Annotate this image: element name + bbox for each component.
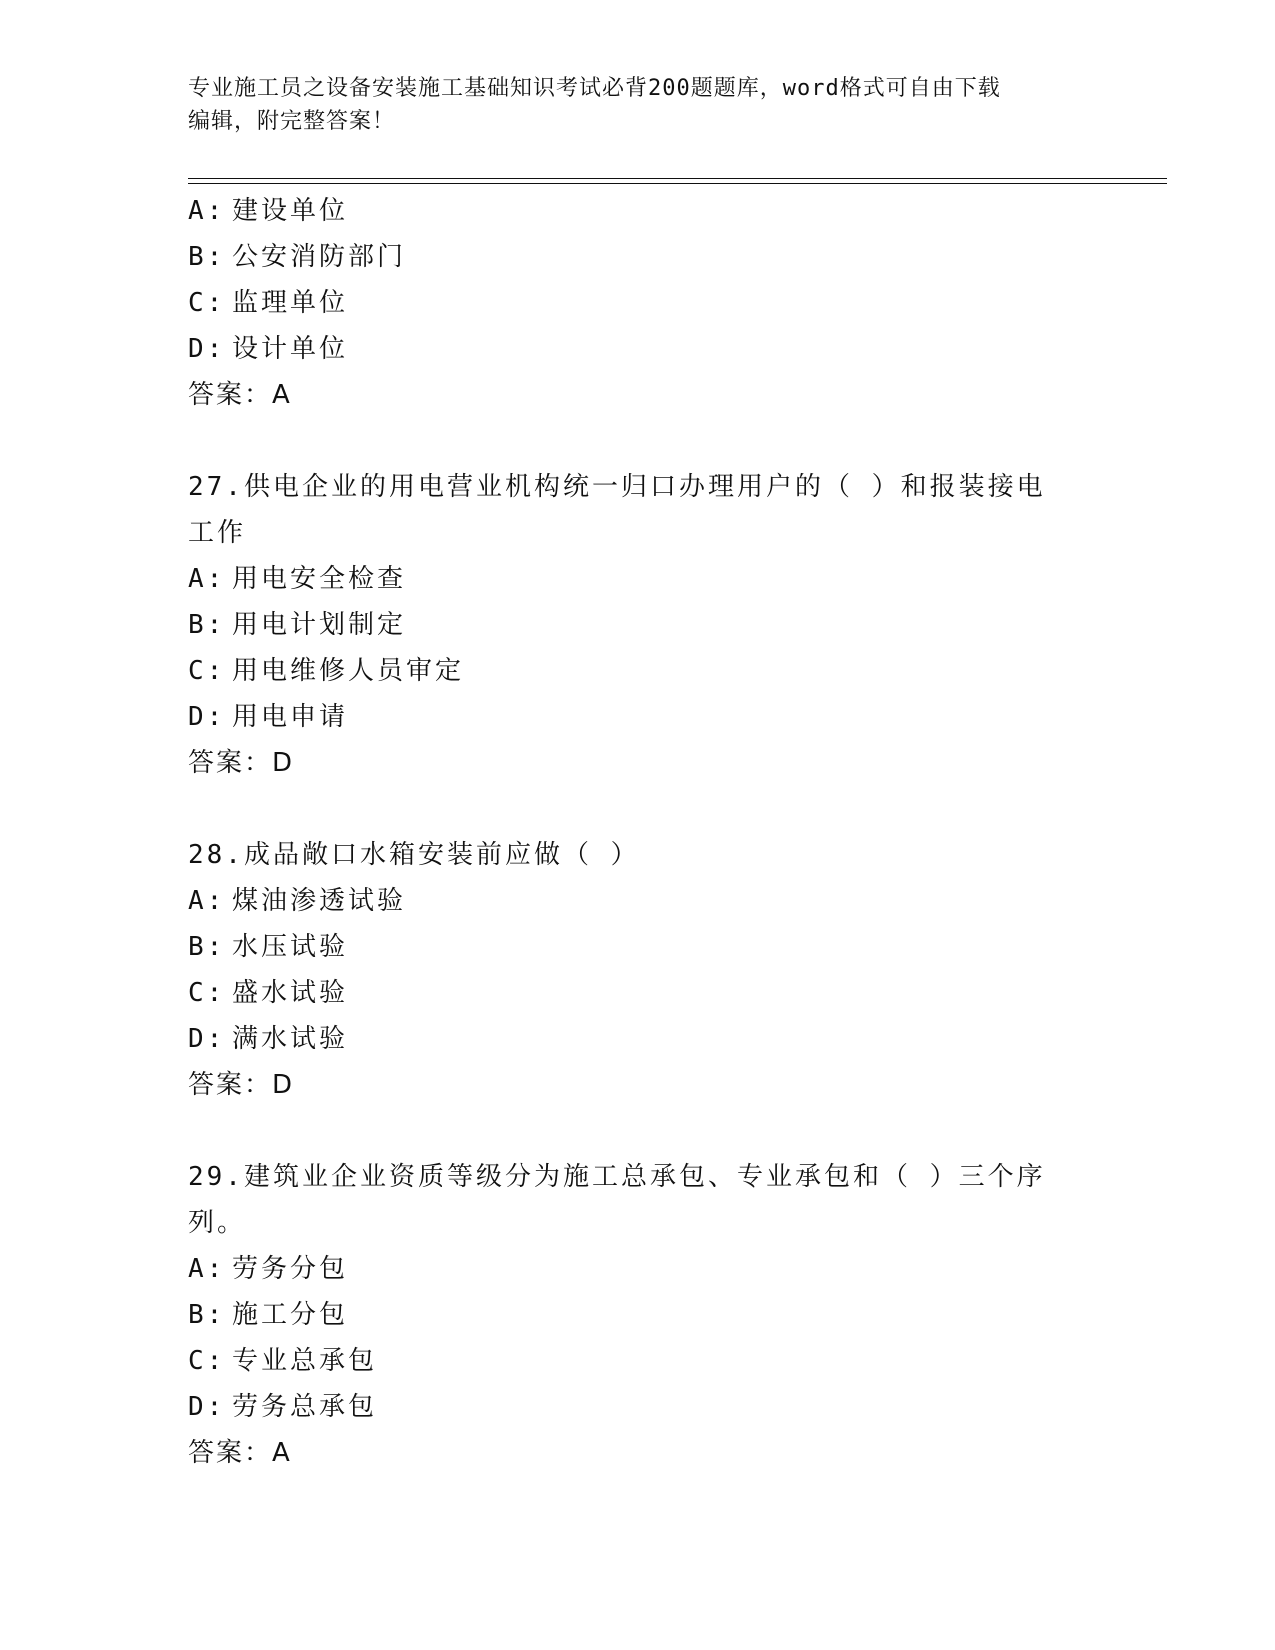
answer-value: A	[272, 380, 292, 410]
option-key: C:	[188, 656, 226, 686]
question-spacer	[188, 786, 1088, 832]
option-text: 水压试验	[232, 932, 349, 962]
question-stem: 28.成品敞口水箱安装前应做（ ）	[188, 840, 640, 870]
answer-value: D	[272, 748, 295, 778]
option-text: 用电安全检查	[232, 564, 407, 594]
option-text: 公安消防部门	[232, 242, 407, 272]
option-text: 用电维修人员审定	[232, 656, 465, 686]
header-rule-top	[188, 178, 1167, 179]
option-a	[188, 1246, 1088, 1292]
document-header	[188, 72, 1068, 138]
answer-line	[188, 1062, 1088, 1108]
question-stem: 29.建筑业企业资质等级分为施工总承包、专业承包和（ ）三个序列。	[188, 1162, 1046, 1238]
question-block	[188, 464, 1088, 786]
option-c	[188, 648, 1088, 694]
option-key: C:	[188, 1346, 226, 1376]
option-key: D:	[188, 1024, 226, 1054]
option-key: C:	[188, 288, 226, 318]
header-rule-bottom	[188, 183, 1167, 184]
option-key: B:	[188, 932, 226, 962]
question-block	[188, 832, 1088, 1108]
answer-line	[188, 372, 1088, 418]
option-key: C:	[188, 978, 226, 1008]
option-a	[188, 556, 1088, 602]
option-key: A:	[188, 886, 226, 916]
option-d	[188, 694, 1088, 740]
option-text: 用电计划制定	[232, 610, 407, 640]
option-d	[188, 326, 1088, 372]
option-text: 建设单位	[232, 196, 349, 226]
option-text: 盛水试验	[232, 978, 349, 1008]
option-key: B:	[188, 1300, 226, 1330]
option-key: D:	[188, 334, 226, 364]
option-text: 劳务分包	[232, 1254, 349, 1284]
option-c	[188, 280, 1088, 326]
option-key: D:	[188, 1392, 226, 1422]
option-text: 施工分包	[232, 1300, 349, 1330]
option-text: 煤油渗透试验	[232, 886, 407, 916]
option-d	[188, 1016, 1088, 1062]
question-list	[188, 188, 1088, 1476]
option-b	[188, 924, 1088, 970]
option-key: A:	[188, 564, 226, 594]
option-d	[188, 1384, 1088, 1430]
option-b	[188, 602, 1088, 648]
answer-label: 答案：	[188, 1070, 273, 1100]
option-c	[188, 1338, 1088, 1384]
question-spacer	[188, 418, 1088, 464]
option-b	[188, 234, 1088, 280]
answer-label: 答案：	[188, 380, 273, 410]
answer-value: A	[272, 1438, 292, 1468]
option-a	[188, 878, 1088, 924]
question-stem: 27.供电企业的用电营业机构统一归口办理用户的（ ）和报装接电工作	[188, 472, 1046, 548]
answer-line	[188, 740, 1088, 786]
option-text: 专业总承包	[232, 1346, 378, 1376]
question-block	[188, 188, 1088, 418]
answer-value: D	[272, 1070, 295, 1100]
option-text: 用电申请	[232, 702, 349, 732]
question-block	[188, 1154, 1088, 1476]
option-text: 设计单位	[232, 334, 349, 364]
header-line-1: 专业施工员之设备安装施工基础知识考试必背200题题库，word格式可自由下载	[188, 76, 1001, 101]
option-text: 满水试验	[232, 1024, 349, 1054]
option-key: B:	[188, 242, 226, 272]
answer-label: 答案：	[188, 1438, 273, 1468]
option-key: A:	[188, 1254, 226, 1284]
question-spacer	[188, 1108, 1088, 1154]
header-line-2: 编辑，附完整答案！	[188, 109, 396, 134]
option-text: 监理单位	[232, 288, 349, 318]
option-key: D:	[188, 702, 226, 732]
option-c	[188, 970, 1088, 1016]
option-a	[188, 188, 1088, 234]
option-key: A:	[188, 196, 226, 226]
option-text: 劳务总承包	[232, 1392, 378, 1422]
answer-line	[188, 1430, 1088, 1476]
option-b	[188, 1292, 1088, 1338]
answer-label: 答案：	[188, 748, 273, 778]
option-key: B:	[188, 610, 226, 640]
